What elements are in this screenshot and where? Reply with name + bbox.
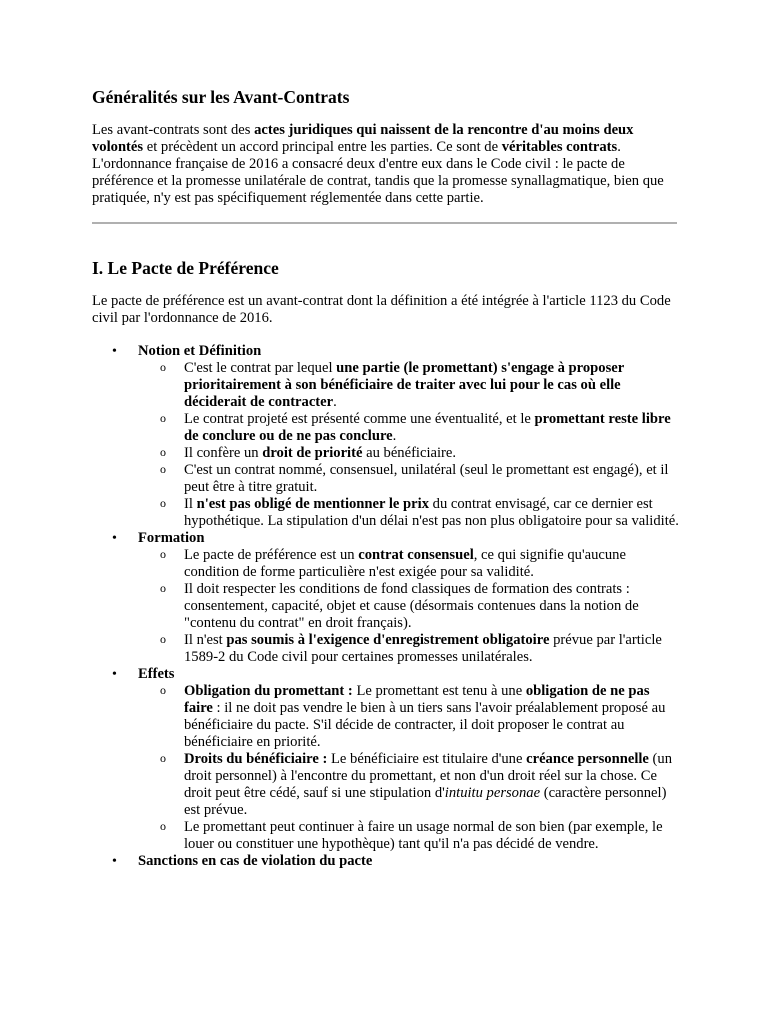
section-intro-paragraph: Le pacte de préférence est un avant-contrat dont la définition a été intégrée à l'article 1123 du Code civil par l'ordonnance de 2016. <box>92 293 671 326</box>
text-run: C'est un contrat nommé, consensuel, unilatéral (seul le promettant est engagé), et il peut être à titre gratuit. <box>184 462 669 495</box>
sub-item <box>138 683 682 751</box>
bold-run: Obligation du promettant : <box>184 683 353 699</box>
sub-item <box>138 360 682 411</box>
text-run: . L'ordonnance française de 2016 a consacré deux d'entre eux dans le Code civil : le pacte de préférence et la promesse unilatérale de contrat, tandis que la promesse synallagmatique, bien que pratiquée, n'y est pas spécifiquement réglementée dans cette partie. <box>92 139 664 206</box>
text-run: Le bénéficiaire est titulaire d'une <box>327 751 527 767</box>
italic-run: intuitu personae <box>444 785 541 801</box>
bold-run: promettant reste libre de conclure ou de ne pas conclure <box>184 411 671 444</box>
bold-run: actes juridiques qui naissent de la rencontre d'au moins deux volontés <box>92 122 634 155</box>
text-run: . <box>392 428 397 444</box>
text-run: (un droit personnel) à l'encontre du promettant, et non d'un droit réel sur la chose. Ce droit peut être cédé, sauf si une stipulation d' <box>184 751 673 801</box>
bold-run: obligation de ne pas faire <box>184 683 650 716</box>
sub-item <box>138 547 682 581</box>
sub-list-formation <box>138 547 682 666</box>
bold-run: droit de priorité <box>262 445 363 461</box>
bullet-label: Effets <box>138 666 175 682</box>
sub-item <box>138 462 682 496</box>
bold-run: n'est pas obligé de mentionner le prix <box>196 496 430 512</box>
sub-item <box>138 751 682 819</box>
text-run: Le promettant est tenu à une <box>352 683 526 699</box>
bullet-label: Sanctions en cas de violation du pacte <box>138 853 373 869</box>
sub-item <box>138 819 682 853</box>
text-run: . <box>333 394 337 410</box>
bold-run: Droits du bénéficiaire : <box>184 751 328 767</box>
bullet-effets <box>92 666 682 853</box>
text-run: et précèdent un accord principal entre les parties. Ce sont de <box>143 139 502 155</box>
sub-item <box>138 496 682 530</box>
sub-list-notion <box>138 360 682 530</box>
text-run: prévue par l'article 1589-2 du Code civil pour certaines promesses unilatérales. <box>184 632 662 665</box>
bold-run: une partie (le promettant) s'engage à proposer prioritairement à son bénéficiaire de traiter avec lui pour le cas où elle déciderait de contracter <box>184 360 624 410</box>
text-run: Il n'est <box>184 632 227 648</box>
bold-run: pas soumis à l'exigence d'enregistrement obligatoire <box>226 632 550 648</box>
heading-generalites: Généralités sur les Avant-Contrats <box>92 87 350 107</box>
bold-run: créance personnelle <box>526 751 649 767</box>
text-run: Il confère un <box>184 445 263 461</box>
text-run: Le contrat projeté est présenté comme une éventualité, et le <box>184 411 535 427</box>
sub-list-effets <box>138 683 682 853</box>
text-run: Il <box>184 496 197 512</box>
text-run: du contrat envisagé, car ce dernier est hypothétique. La stipulation d'un délai n'est pas non plus obligatoire pour sa validité. <box>184 496 679 529</box>
sub-item <box>138 632 682 666</box>
sub-item <box>138 581 682 632</box>
bullet-notion <box>92 343 682 530</box>
text-run: : il ne doit pas vendre le bien à un tiers sans l'avoir préalablement proposé au bénéficiaire du pacte. S'il décide de contracter, il doit proposer le contrat au bénéficiaire en priorité. <box>184 700 666 750</box>
text-run: C'est le contrat par lequel <box>184 360 337 376</box>
sub-item <box>138 411 682 445</box>
text-run: Le promettant peut continuer à faire un usage normal de son bien (par exemple, le louer ou constituer une hypothèque) tant qu'il n'a pas décidé de vendre. <box>184 819 663 852</box>
sub-item <box>138 445 682 462</box>
bold-run: contrat consensuel <box>358 547 474 563</box>
heading-pacte-de-preference: I. Le Pacte de Préférence <box>92 258 279 278</box>
bold-run: véritables contrats <box>501 139 618 155</box>
bullet-label: Notion et Définition <box>138 343 262 359</box>
bullet-label: Formation <box>138 530 205 546</box>
text-run: Le pacte de préférence est un <box>184 547 359 563</box>
text-run: (caractère personnel) est prévue. <box>184 785 667 818</box>
horizontal-rule <box>92 222 677 224</box>
text-run: Les avant-contrats sont des <box>92 122 255 138</box>
text-run: Il doit respecter les conditions de fond classiques de formation des contrats : consentement, capacité, objet et cause (désormais contenues dans la notion de "contenu du contrat" en droit français). <box>184 581 639 631</box>
bullet-formation <box>92 530 682 666</box>
main-bullet-list <box>92 343 682 870</box>
text-run: au bénéficiaire. <box>362 445 457 461</box>
bullet-sanctions <box>92 853 682 870</box>
intro-paragraph <box>92 122 678 207</box>
text-run: , ce qui signifie qu'aucune condition de forme particulière n'est exigée pour sa validité. <box>184 547 626 580</box>
